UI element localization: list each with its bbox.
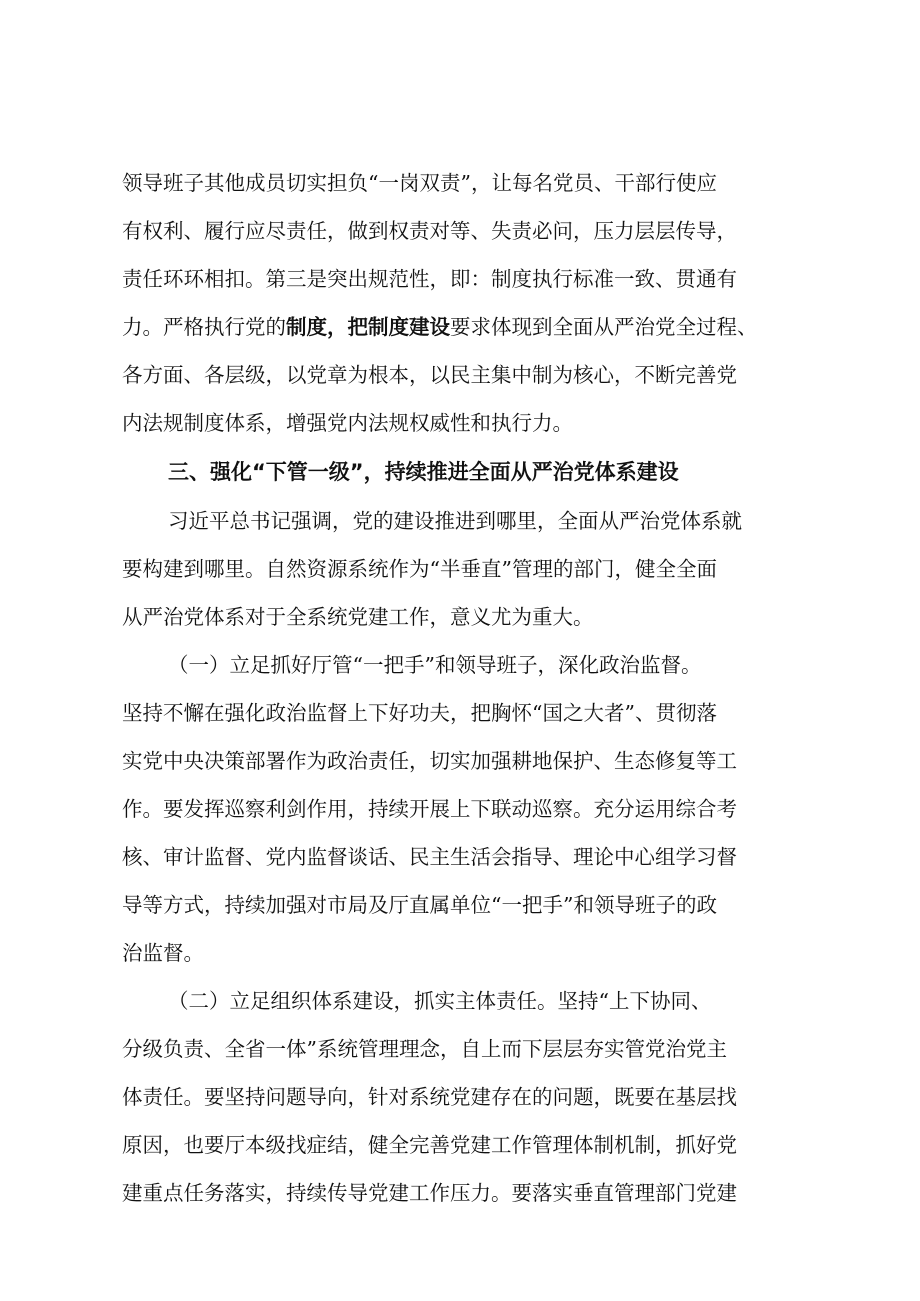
paragraph-line-9: 从严治党体系对于全系统党建工作，意义尤为重大。: [122, 605, 594, 629]
paragraph-line-19: 建重点任务落实，持续传导党建工作压力。要落实垂直管理部门党建: [122, 1181, 737, 1205]
paragraph-line-12: 作。要发挥巡察利剑作用，持续开展上下联动巡察。充分运用综合考: [122, 797, 737, 821]
paragraph-line-18: 原因，也要厅本级找症结，健全完善党建工作管理体制机制，抓好党: [122, 1133, 737, 1157]
section-heading: 三、强化“下管一级”，持续推进全面从严治党体系建设: [168, 460, 679, 484]
subsection-heading-1: （一）立足抓好厅管“一把手”和领导班子，深化政治监督。: [168, 653, 702, 677]
line-4-before-text: 力。严格执行党的: [122, 315, 286, 339]
line-4-after-text: 要求体现到全面从严治党全过程、: [450, 315, 758, 339]
paragraph-line-8: 要构建到哪里。自然资源系统作为“半垂直”管理的部门，健全全面: [122, 557, 717, 581]
paragraph-line-13: 核、审计监督、党内监督谈话、民主生活会指导、理论中心组学习督: [122, 845, 737, 869]
paragraph-line-6: 内法规制度体系，增强党内法规权威性和执行力。: [122, 411, 573, 435]
paragraph-line-1: 领导班子其他成员切实担负“一岗双责”，让每名党员、干部行使应: [122, 171, 717, 195]
paragraph-line-10: 坚持不懈在强化政治监督上下好功夫，把胸怀“国之大者”、贯彻落: [122, 701, 717, 725]
paragraph-line-14: 导等方式，持续加强对市局及厅直属单位“一把手”和领导班子的政: [122, 893, 717, 917]
paragraph-line-3: 责任环环相扣。第三是突出规范性，即：制度执行标准一致、贯通有: [122, 267, 737, 291]
paragraph-line-15: 治监督。: [122, 941, 204, 965]
line-4-emphasized-text: 制度，把制度建设: [286, 315, 450, 339]
subsection-heading-2: （二）立足组织体系建设，抓实主体责任。坚持“上下协同、: [168, 989, 712, 1013]
paragraph-line-16: 分级负责、全省一体”系统管理理念，自上而下层层夯实管党治党主: [122, 1037, 727, 1061]
paragraph-line-7: 习近平总书记强调，党的建设推进到哪里，全面从严治党体系就: [168, 509, 742, 533]
paragraph-line-5: 各方面、各层级，以党章为根本，以民主集中制为核心，不断完善党: [122, 363, 737, 387]
paragraph-line-4: [122, 307, 920, 347]
paragraph-line-2: 有权利、履行应尽责任，做到权责对等、失责必问，压力层层传导，: [122, 219, 737, 243]
paragraph-line-17: 体责任。要坚持问题导向，针对系统党建存在的问题，既要在基层找: [122, 1085, 737, 1109]
paragraph-line-11: 实党中央决策部署作为政治责任，切实加强耕地保护、生态修复等工: [122, 749, 737, 773]
